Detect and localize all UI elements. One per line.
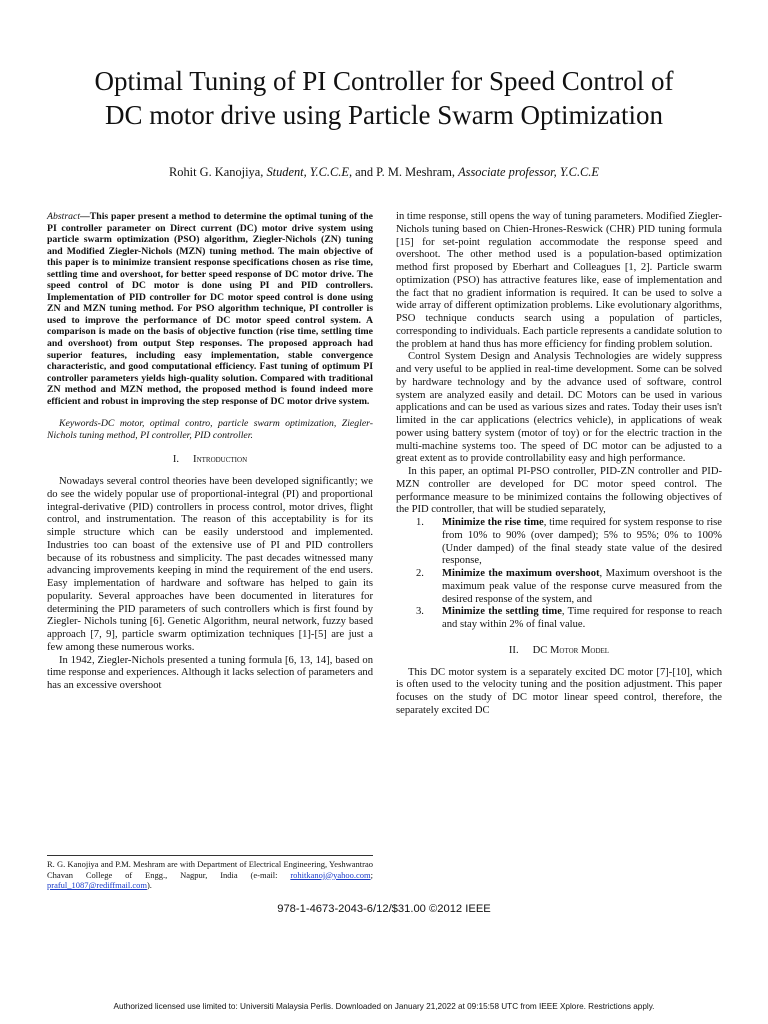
author-1-name: Rohit G. Kanojiya,	[169, 165, 267, 179]
intro-paragraph-1: Nowadays several control theories have been developed significantly; we do see the widely popular use of proportional-integral (PI) and proportional integral-derivative (PID) controllers in process control, motor drives, flight control, and instrumentation. The reason of this acceptability is for its simple structure which can be easily understood and implemented. Industries too can boast of the extensive use of PI and PID controllers because of its robustness and simplicity. The past decades witnessed many advancing improvements keeping in mind the requirement of the end users. Easy implementation of hardware and software has helped to gain its popularity. Several approaches have been documented in literatures for determining the PID parameters of such controllers which is first found by Ziegler- Nichols tuning [6]. Genetic Algorithm, neural network, fuzzy based approach [7, 9], particle swarm optimization techniques [1]-[5] are just a few among these numerous works.	[47, 476, 373, 653]
section-heading-dc-motor-model	[396, 645, 722, 658]
paper-title	[0, 64, 768, 132]
right-column	[396, 211, 722, 718]
author-2-name: P. M. Meshram,	[376, 165, 459, 179]
author-1-role: Student, Y.C.C.E,	[266, 165, 353, 179]
body-paragraph-2: Control System Design and Analysis Technologies are widely suppress and very useful to be applied in real-time development. Some can be solved by hardware technology and by the advance used of software, control system are analyzed easily and detail. DC Motors can be used in various applications and can be used as various sizes and rates. Today their uses isn't limited in the car applications (electrics vehicle), in applications of weak power using battery system (motor of toy) or for the electric traction in the multi-machine systems too. The speed of DC motor can be adjusted to a great extent as to provide controllability easy and high performance.	[396, 351, 722, 465]
section-number: I.	[172, 454, 180, 466]
intro-paragraph-2: In 1942, Ziegler-Nichols presented a tuning formula [6, 13, 14], based on time response and experiences. Although it lacks selection of parameters and has an excessive overshoot	[47, 654, 373, 692]
body-paragraph-1: in time response, still opens the way of tuning parameters. Modified Ziegler-Nichols tuning based on Chien-Hrones-Reswick (CHR) PID tuning formula [15] for set-point regulation accommodate the response speed and overshoot. The other method used is a population-based optimization method first proposed by Eberhart and Colleagues [1, 2]. Particle swarm optimization (PSO) has attractive features like, ease of implementation and the fact that no gradient information is required. It can be used to solve a wide array of different optimization problems. Like evolutionary algorithms, PSO technique conducts search using a population of particles, corresponding to individuals. Each particle represents a candidate solution to the problem at hand thus has more efficiency for finding problem solution.	[396, 211, 722, 350]
objectives-list	[396, 517, 722, 632]
body-paragraph-3: In this paper, an optimal PI-PSO controller, PID-ZN controller and PID-MZN controller are developed for DC motor speed control. The performance measure to be minimized contains the following objectives of the PID controller, that will be studied separately,	[396, 466, 722, 516]
title-line-1: Optimal Tuning of PI Controller for Speed Control of	[94, 66, 674, 96]
list-item-title: Minimize the maximum overshoot	[442, 568, 600, 579]
section-title: Introduction	[193, 454, 248, 466]
abstract-text: —This paper present a method to determine the optimal tuning of the PI controller parameter on Direct current (DC) motor drive system using particle swarm optimization (PSO) algorithm, Ziegler-Nichols (ZN) tuning and Modified Ziegler-Nichols (MZN) tuning method. The main objective of this paper is to minimize transient response specifications chosen as rise time, settling time and overshoot, for better speed response of DC motor drive. The speed control of DC motor is done using PI and PID controllers. Implementation of PID controller for DC motor speed control is done using ZN and MZN tuning method. For PSO algorithm technique, PI controller is used to improve the performance of DC motor speed control system. A comparison is made on the basis of objective function (rise time, settling time and overshoot) from output Step responses. The proposed approach had superior features, including easy implementation, stable convergence characteristic, and good computational efficiency. Fast tuning of optimum PI controller parameters yields high-quality solution. Compared with traditional ZN method and MZN method, the proposed method is found indeed more efficient and robust in improving the step response of DC motor drive system.	[47, 211, 373, 407]
author-separator: and	[352, 165, 377, 179]
list-item-number: 2.	[416, 568, 424, 579]
list-item	[416, 568, 722, 606]
author-footnote	[47, 855, 373, 891]
title-line-2: DC motor drive using Particle Swarm Optimization	[105, 100, 663, 130]
license-notice: Authorized licensed use limited to: Universiti Malaysia Perlis. Downloaded on January 21,2022 at 09:15:58 UTC from IEEE Xplore. Restrictions apply.	[113, 1002, 655, 1011]
list-item-number: 3.	[416, 606, 424, 618]
keywords: Keywords-DC motor, optimal contro, particle swarm optimization, Ziegler-Nichols tuning method, PI controller, PID controller.	[47, 418, 373, 441]
email-link-1[interactable]: rohitkanoj@yahoo.com	[290, 869, 371, 880]
author-line	[0, 165, 768, 180]
list-item-text: , time required for system response to rise from 10% to 90% (over damped); 5% to 95%; 0% to 100% (Under damped) of the final steady state value of the desired response,	[442, 517, 722, 567]
list-item	[416, 606, 722, 632]
section-number: II.	[508, 644, 519, 656]
list-item-text: , Time required for response to reach and stay within 2% of final value.	[442, 606, 722, 630]
footnote-end: ).	[146, 880, 152, 891]
abstract	[47, 211, 373, 407]
left-column	[47, 211, 373, 693]
footnote-separator: ;	[370, 869, 373, 880]
list-item-title: Minimize the rise time	[442, 517, 544, 528]
author-2-role: Associate professor, Y.C.C.E	[458, 165, 599, 179]
section-title: DC Motor Model	[532, 644, 610, 656]
email-link-2[interactable]: praful_1087@rediffmail.com	[47, 880, 147, 891]
section-heading-introduction	[47, 454, 373, 467]
footnote-text: R. G. Kanojiya and P.M. Meshram are with Department of Electrical Engineering, Yeshwantrao Chavan College of Engg., Nagpur, India (e-mail:	[47, 859, 373, 880]
list-item-text: , Maximum overshoot is the maximum peak value of the response curve measured from the desired response of the system, and	[442, 568, 722, 605]
abstract-label: Abstract	[47, 211, 81, 222]
list-item-title: Minimize the settling time	[442, 606, 562, 618]
copyright-line: 978-1-4673-2043-6/12/$31.00 ©2012 IEEE	[277, 903, 491, 915]
list-item-number: 1.	[416, 517, 424, 528]
body-paragraph-4: This DC motor system is a separately excited DC motor [7]-[10], which is often used to the velocity tuning and the position adjustment. This paper focuses on the study of DC motor linear speed control, therefore, the separately excited DC	[396, 666, 722, 716]
list-item	[416, 517, 722, 568]
